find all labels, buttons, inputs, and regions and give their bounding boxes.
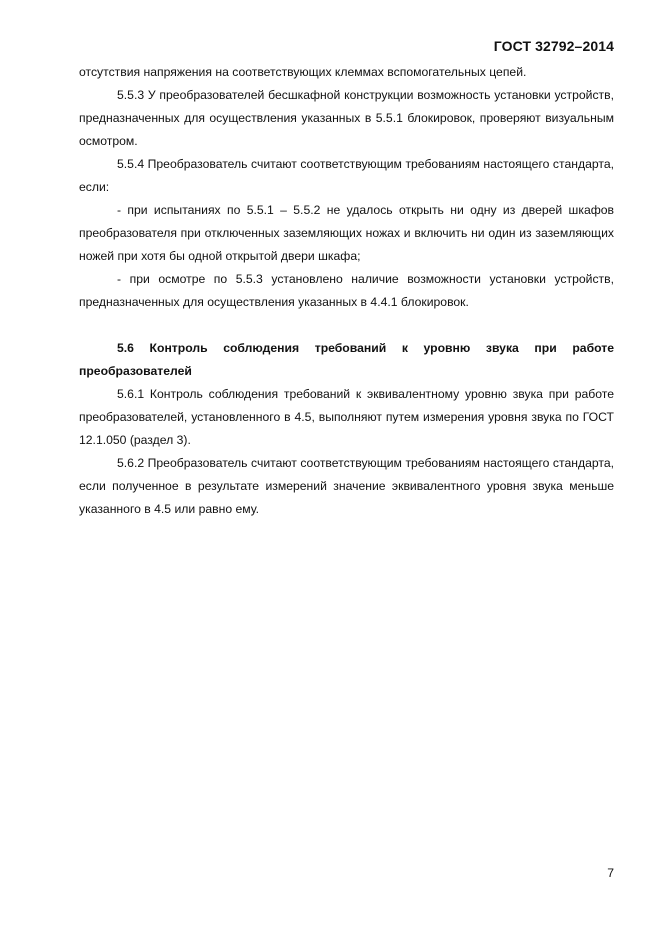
standard-header: ГОСТ 32792–2014 (493, 38, 614, 54)
paragraph-5-5-4: 5.5.4 Преобразователь считают соответствующим требованиям настоящего стандарта, если: (79, 157, 614, 194)
section-title-5-6: 5.6 Контроль соблюдения требований к уровню звука при работе преобразователей (79, 341, 614, 378)
paragraph-5-6-1: 5.6.1 Контроль соблюдения требований к эквивалентному уровню звука при работе преобразователей, установленного в 4.5, выполняют путем измерения уровня звука по ГОСТ 12.1.050 (раздел 3). (79, 387, 614, 447)
document-body (79, 61, 614, 521)
list-item-inspection-result: - при осмотре по 5.5.3 установлено наличие возможности установки устройств, предназначенных для осуществления указанных в 4.4.1 блокировок. (79, 272, 614, 309)
paragraph-5-6-2: 5.6.2 Преобразователь считают соответствующим требованиям настоящего стандарта, если полученное в результате измерений значение эквивалентного уровня звука меньше указанного в 4.5 или равно ему. (79, 456, 614, 516)
paragraph-5-5-3: 5.5.3 У преобразователей бесшкафной конструкции возможность установки устройств, предназначенных для осуществления указанных в 5.5.1 блокировок, проверяют визуальным осмотром. (79, 88, 614, 148)
paragraph-continuation: отсутствия напряжения на соответствующих клеммах вспомогательных цепей. (79, 65, 527, 79)
page-number: 7 (607, 866, 614, 880)
list-item-test-result: - при испытаниях по 5.5.1 – 5.5.2 не удалось открыть ни одну из дверей шкафов преобразователя при отключенных заземляющих ножах и включить ни один из заземляющих ножей при хотя бы одной открытой двери шкафа; (79, 203, 614, 263)
